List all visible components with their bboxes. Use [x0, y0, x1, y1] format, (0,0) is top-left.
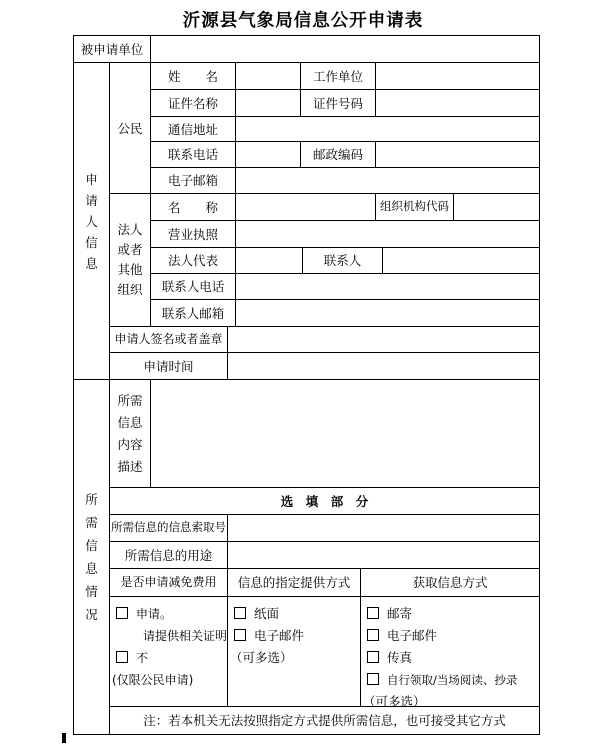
provision-method-header: 信息的指定提供方式 [228, 569, 361, 597]
applicant-info-group-label [74, 63, 110, 380]
org-name-label: 名 称 [151, 194, 236, 221]
mail-label: 邮寄 [387, 606, 413, 621]
description-vertical-text: 所需信息内容描述 [117, 392, 143, 474]
fee-reduction-options [110, 597, 228, 707]
provision-email-label: 电子邮件 [254, 628, 305, 643]
citizen-group-label: 公民 [110, 63, 151, 194]
obtain-method-options [361, 597, 539, 707]
email-label: 电子邮箱 [151, 168, 236, 194]
self-pickup-label: 自行领取/当场阅读、抄录 [387, 673, 518, 687]
contact-phone-label: 联系人电话 [151, 274, 236, 300]
signature-label: 申请人签名或者盖章 [110, 327, 228, 353]
paper-label: 纸面 [254, 606, 280, 621]
info-group-vertical-text: 所需信息情况 [85, 492, 98, 622]
option-obtain-email[interactable] [367, 625, 537, 647]
no-checkbox[interactable] [116, 651, 128, 663]
retrieval-number-field[interactable] [228, 515, 539, 542]
fax-checkbox[interactable] [367, 651, 379, 663]
id-number-field[interactable] [376, 90, 539, 117]
option-apply[interactable] [116, 603, 225, 625]
option-self-pickup[interactable] [367, 669, 537, 691]
description-label [110, 380, 151, 488]
name-label: 姓 名 [151, 63, 236, 90]
option-provision-email[interactable] [234, 625, 358, 647]
applied-unit-label: 被申请单位 [74, 36, 151, 63]
address-field[interactable] [236, 117, 539, 142]
obtain-method-header: 获取信息方式 [361, 569, 539, 597]
no-label: 不 [136, 651, 149, 665]
email-field[interactable] [236, 168, 539, 194]
business-license-field[interactable] [236, 221, 539, 248]
paper-checkbox[interactable] [234, 607, 246, 619]
postal-code-label: 邮政编码 [301, 142, 376, 168]
signature-field[interactable] [228, 327, 539, 353]
organization-group-label [110, 194, 151, 327]
fee-reduction-header: 是否申请减免费用 [110, 569, 228, 597]
org-code-field[interactable] [454, 194, 539, 221]
postal-code-field[interactable] [376, 142, 539, 168]
apply-time-label: 申请时间 [110, 353, 228, 380]
provision-method-options [228, 597, 361, 707]
provision-email-checkbox[interactable] [234, 629, 246, 641]
apply-checkbox[interactable] [116, 607, 128, 619]
contact-email-label: 联系人邮箱 [151, 300, 236, 327]
apply-time-field[interactable] [228, 353, 539, 380]
id-number-label: 证件号码 [301, 90, 376, 117]
org-name-field[interactable] [236, 194, 376, 221]
business-license-label: 营业执照 [151, 221, 236, 248]
info-group-label [74, 380, 110, 734]
contact-email-field[interactable] [236, 300, 539, 327]
contact-person-field[interactable] [383, 248, 539, 274]
provision-multi-note: （可多选） [230, 650, 293, 665]
application-form-table [73, 35, 540, 735]
id-type-label: 证件名称 [151, 90, 236, 117]
optional-section-header: 选 填 部 分 [110, 488, 539, 515]
legal-representative-field[interactable] [236, 248, 303, 274]
applied-unit-field[interactable] [151, 36, 539, 63]
option-fax[interactable] [367, 647, 537, 669]
option-paper[interactable] [234, 603, 358, 625]
restriction-note: (仅限公民申请) [112, 673, 194, 687]
form-title: 沂源县气象局信息公开申请表 [182, 11, 424, 31]
name-field[interactable] [236, 63, 301, 90]
obtain-email-checkbox[interactable] [367, 629, 379, 641]
organization-vertical-text: 法人或者其他组织 [117, 222, 143, 297]
work-unit-field[interactable] [376, 63, 539, 90]
work-unit-label: 工作单位 [301, 63, 376, 90]
purpose-field[interactable] [228, 542, 539, 569]
mail-checkbox[interactable] [367, 607, 379, 619]
contact-person-label: 联系人 [303, 248, 383, 274]
self-pickup-checkbox[interactable] [367, 673, 379, 685]
apply-note: 请提供相关证明 [143, 629, 228, 643]
legal-representative-label: 法人代表 [151, 248, 236, 274]
option-mail[interactable] [367, 603, 537, 625]
org-code-label: 组织机构代码 [376, 194, 454, 221]
apply-label: 申请。 [136, 607, 173, 621]
contact-phone-field[interactable] [236, 274, 539, 300]
retrieval-number-label: 所需信息的信息索取号 [110, 515, 228, 542]
id-type-field[interactable] [236, 90, 301, 117]
obtain-multi-note: （可多选） [363, 694, 426, 707]
text-cursor-mark [62, 733, 66, 743]
obtain-email-label: 电子邮件 [387, 628, 438, 643]
footer-note: 注：若本机关无法按照指定方式提供所需信息，也可接受其它方式 [143, 713, 506, 728]
option-no[interactable] [116, 647, 225, 669]
address-label: 通信地址 [151, 117, 236, 142]
phone-field[interactable] [236, 142, 301, 168]
fax-label: 传真 [387, 650, 413, 665]
description-field[interactable] [151, 380, 539, 488]
applicant-info-vertical-text: 申请人信息 [85, 171, 98, 271]
phone-label: 联系电话 [151, 142, 236, 168]
purpose-label: 所需信息的用途 [110, 542, 228, 569]
